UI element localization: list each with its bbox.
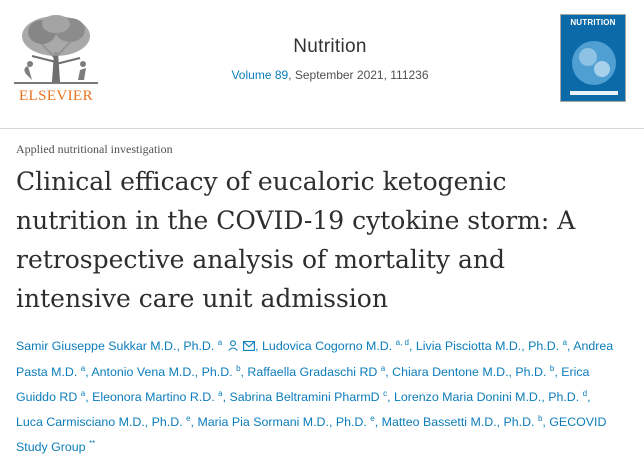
author-link[interactable]: Antonio Vena M.D., Ph.D. bbox=[91, 365, 233, 379]
article-type: Applied nutritional investigation bbox=[16, 142, 173, 156]
author-link[interactable]: Chiara Dentone M.D., Ph.D. bbox=[392, 365, 547, 379]
title-line: intensive care unit admission bbox=[16, 284, 388, 313]
journal-cover-thumbnail[interactable] bbox=[560, 14, 626, 102]
elsevier-logo[interactable] bbox=[12, 12, 100, 108]
affiliation-marker[interactable]: a bbox=[380, 364, 386, 373]
affiliation-marker[interactable]: c bbox=[383, 389, 388, 398]
author-link[interactable]: Study Group bbox=[16, 440, 86, 454]
affiliation-marker[interactable]: e bbox=[186, 414, 191, 423]
affiliation-marker[interactable]: b bbox=[236, 364, 241, 373]
author-link[interactable]: GECOVID bbox=[549, 415, 607, 429]
journal-cover-globe-icon bbox=[566, 29, 622, 99]
title-line: retrospective analysis of mortality and bbox=[16, 245, 505, 274]
affiliation-marker[interactable]: a bbox=[80, 389, 86, 398]
author-link[interactable]: Andrea bbox=[573, 339, 614, 353]
elsevier-tree-logo-icon bbox=[12, 12, 100, 88]
journal-title[interactable]: Nutrition bbox=[293, 36, 367, 57]
author-line: Pasta M.D. $^a$, Antonio Vena M.D., Ph.D. $^b$, Raffaella Gradaschi RD $^a$, Chiara Dentone M.D., Ph.D. $^b$, Erica bbox=[16, 364, 590, 379]
affiliation-marker[interactable]: e bbox=[370, 414, 375, 423]
author-line: Samir Giuseppe Sukkar M.D., Ph.D. $^a$ , Ludovica Cogorno M.D. $^{a, d}$, Livia Pisciotta M.D., Ph.D. $^a$, Andrea bbox=[16, 332, 638, 358]
affiliation-marker[interactable]: a bbox=[218, 389, 223, 398]
affiliation-marker[interactable]: b bbox=[549, 364, 555, 373]
elsevier-wordmark: ELSEVIER bbox=[18, 88, 94, 104]
author-link[interactable]: Matteo Bassetti M.D., Ph.D. bbox=[381, 415, 535, 429]
affiliation-marker[interactable]: a bbox=[80, 364, 86, 373]
author-link[interactable]: Raffaella Gradaschi RD bbox=[247, 365, 378, 379]
affiliation-marker[interactable]: d bbox=[582, 389, 588, 398]
author-link[interactable]: Livia Pisciotta M.D., Ph.D. bbox=[415, 339, 560, 353]
author-link[interactable]: Sabrina Beltramini PharmD bbox=[229, 390, 380, 404]
author-line: Luca Carmisciano M.D., Ph.D. $^e$, Maria Pia Sormani M.D., Ph.D. $^e$, Matteo Bassetti M.D., Ph.D. $^b$, GECOVID bbox=[16, 414, 607, 429]
author-link[interactable]: Pasta M.D. bbox=[16, 365, 78, 379]
author-line: Guiddo RD $^a$, Eleonora Martino R.D. $^a$, Sabrina Beltramini PharmD $^c$, Lorenzo Maria Donini M.D., Ph.D. $^d$, bbox=[16, 389, 591, 404]
title-line: Clinical efficacy of eucaloric ketogenic bbox=[16, 167, 507, 196]
author-link[interactable]: Maria Pia Sormani M.D., Ph.D. bbox=[197, 415, 367, 429]
article-header bbox=[0, 0, 644, 120]
header-divider bbox=[0, 128, 644, 129]
author-list bbox=[16, 332, 638, 458]
author-link[interactable]: Guiddo RD bbox=[16, 390, 78, 404]
author-link[interactable]: Samir Giuseppe Sukkar M.D., Ph.D. bbox=[16, 339, 215, 353]
author-link[interactable]: Ludovica Cogorno M.D. bbox=[262, 339, 393, 353]
affiliation-marker[interactable]: a, d bbox=[395, 338, 409, 347]
author-line bbox=[16, 433, 638, 458]
journal-info-block bbox=[180, 36, 480, 82]
envelope-icon[interactable] bbox=[243, 337, 255, 358]
author-link[interactable]: Eleonora Martino R.D. bbox=[92, 390, 215, 404]
person-icon[interactable] bbox=[228, 337, 238, 358]
journal-citation bbox=[180, 68, 480, 82]
volume-link[interactable]: Volume 89 bbox=[231, 68, 289, 82]
author-link[interactable]: Erica bbox=[561, 365, 590, 379]
affiliation-marker[interactable]: b bbox=[537, 414, 543, 423]
affiliation-marker[interactable]: a bbox=[562, 338, 568, 347]
article-title bbox=[16, 162, 636, 318]
title-line: nutrition in the COVID-19 cytokine storm: A bbox=[16, 206, 576, 235]
author-link[interactable]: Luca Carmisciano M.D., Ph.D. bbox=[16, 415, 183, 429]
cover-title: NUTRITION bbox=[570, 18, 616, 27]
affiliation-marker[interactable]: ** bbox=[89, 439, 96, 448]
issue-details: , September 2021, 111236 bbox=[288, 68, 429, 82]
affiliation-marker[interactable]: a bbox=[217, 338, 223, 347]
author-link[interactable]: Lorenzo Maria Donini M.D., Ph.D. bbox=[393, 390, 580, 404]
